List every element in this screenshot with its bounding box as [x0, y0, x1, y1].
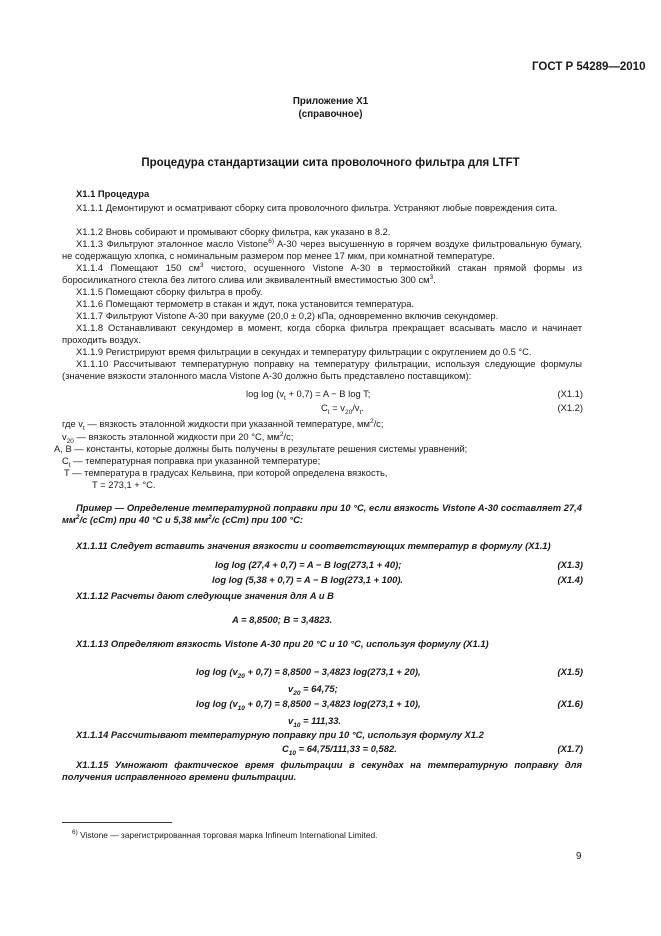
standard-number: ГОСТ Р 54289—2010 — [532, 61, 646, 73]
formula-number-x1-1: (X1.1) — [557, 388, 583, 399]
step-x1-1-15: X1.1.15 Умножают фактическое время фильтрации в секундах на температурную поправку для получения исправленного времени фильтрации. — [62, 759, 582, 782]
formula-x1-6: $\log \log (v_{10} + 0,7) = 8,8500 - 3,4823$ log(273,1 + 10), — [196, 698, 421, 712]
appendix-title: Приложение X1 — [292, 96, 369, 107]
formula-number-x1-3: (X1.3) — [557, 559, 583, 570]
step-x1-1-11: X1.1.11 Следует вставить значения вязкости и соответствующих температур в формулу (X1.1) — [76, 540, 551, 551]
formula-x1-4: log log (5,38 + 0,7) = A − B log(273,1 + 100). — [212, 574, 404, 585]
footnote-divider — [62, 822, 172, 823]
step-x1-1-12: X1.1.12 Расчеты дают следующие значения для A и B — [76, 590, 334, 601]
section-heading: X1.1 Процедура — [76, 188, 150, 199]
formula-number-x1-6: (X1.6) — [557, 698, 583, 709]
paragraph-x1-1-3: X1.1.3 Фильтруют эталонное масло Vistone$^{6)}$ A-30 через высушенную в горячем воздухе фильтровальную бумагу, не содержащую хлопка, с номинальным размером пор менее 17 мкм, при комнатной температуре. — [62, 237, 582, 261]
appendix-subtitle: (справочное) — [298, 109, 363, 120]
where-vt: где $v_t$ — вязкость эталонной жидкости при указанной температуре, $мм^2/с$; — [62, 417, 384, 432]
step-x1-1-14: X1.1.14 Рассчитывают температурную поправку при 10 °C, используя формулу X1.2 — [76, 729, 484, 740]
where-ct: $C_t$ — температурная поправка при указанной температуре; — [62, 455, 321, 469]
paragraph-x1-1-7: X1.1.7 Фильтруют Vistone A-30 при вакууме (20,0 ± 0,2) кПа, одновременно включив секундомер. — [76, 310, 499, 321]
formula-x1-5: $\log \log (v_{20} + 0,7) = 8,8500 - 3,4823$ log(273,1 + 20), — [196, 666, 421, 680]
paragraph-x1-1-5: X1.1.5 Помещают сборку фильтра в пробу. — [76, 286, 263, 297]
where-ab: A, B — константы, которые должны быть получены в результате решения системы уравнений; — [54, 443, 468, 454]
step-x1-1-13: X1.1.13 Определяют вязкость Vistone A-30 при 20 °C и 10 °C, используя формулу (X1.1) — [76, 638, 489, 649]
formula-number-x1-2: (X1.2) — [557, 402, 583, 413]
paragraph-x1-1-8: X1.1.8 Останавливают секундомер в момент, когда сборка фильтра прекращает всасывать масло и начинает проходить воздух. — [62, 322, 582, 345]
formula-x1-3: log log (27,4 + 0,7) = A − B log(273,1 + 40); — [215, 559, 402, 570]
page-number: 9 — [576, 851, 582, 862]
formula-x1-2: $C_t = v_{20}/v_t$. — [321, 402, 364, 416]
paragraph-x1-1-6: X1.1.6 Помещают термометр в стакан и ждут, пока установится температура. — [76, 298, 415, 309]
formula-number-x1-4: (X1.4) — [557, 574, 583, 585]
example-intro: Пример — Определение температурной поправки при 10 °C, если вязкость Vistone A-30 составляет 27,4 $мм^2/с$ (сСт) при 40 °C и 5,38 $мм^2/с$ (сСт) при 100 °C: — [62, 502, 582, 525]
result-v20: $v_{20} = 64,75$; — [288, 683, 338, 697]
formula-x1-1: $\log \log (v_t + 0,7) = A - B$ log T; — [246, 388, 371, 402]
ab-values: A = 8,8500; B = 3,4823. — [232, 614, 333, 625]
footnote: $^{6)}$ Vistone — зарегистрированная торговая марка Infineum International Limited. — [72, 829, 378, 840]
paragraph-x1-1-4: X1.1.4 Помещают 150 $см^3$ чистого, осушенного Vistone A-30 в термостойкий стакан прямой формы из боросиликатного стекла без литого слива или эквивалентный вместимостью 300 $см^3$. — [62, 261, 582, 285]
formula-number-x1-5: (X1.5) — [557, 666, 583, 677]
result-v10: $v_{10} = 111,33$. — [288, 715, 342, 729]
paragraph-x1-1-1: X1.1.1 Демонтируют и осматривают сборку сита проволочного фильтра. Устраняют любые повреждения сита. — [76, 202, 558, 213]
paragraph-x1-1-2: X1.1.2 Вновь собирают и промывают сборку фильтра, как указано в 8.2. — [76, 226, 391, 237]
formula-number-x1-7: (X1.7) — [557, 743, 583, 754]
where-t-formula: T = 273,1 + °C. — [92, 479, 156, 490]
document-title: Процедура стандартизации сита проволочного фильтра для LTFT — [141, 157, 520, 169]
paragraph-x1-1-10: X1.1.10 Рассчитывают температурную поправку на температуру фильтрации, используя следующие формулы (значение вязкости эталонного масла Vistone A-30 должно быть представлено поставщиком): — [62, 358, 582, 381]
formula-x1-7: $C_{10} = 64,75/111,33 = 0,582$. — [282, 743, 397, 757]
paragraph-x1-1-9: X1.1.9 Регистрируют время фильтрации в секундах и температуру фильтрации с округлением до 0.5 °C. — [76, 346, 532, 357]
where-t: T — температура в градусах Кельвина, при которой определена вязкость, — [64, 467, 388, 478]
where-v20: $v_{20}$ — вязкость эталонной жидкости при 20 °C, $мм^2/с$; — [62, 430, 294, 445]
